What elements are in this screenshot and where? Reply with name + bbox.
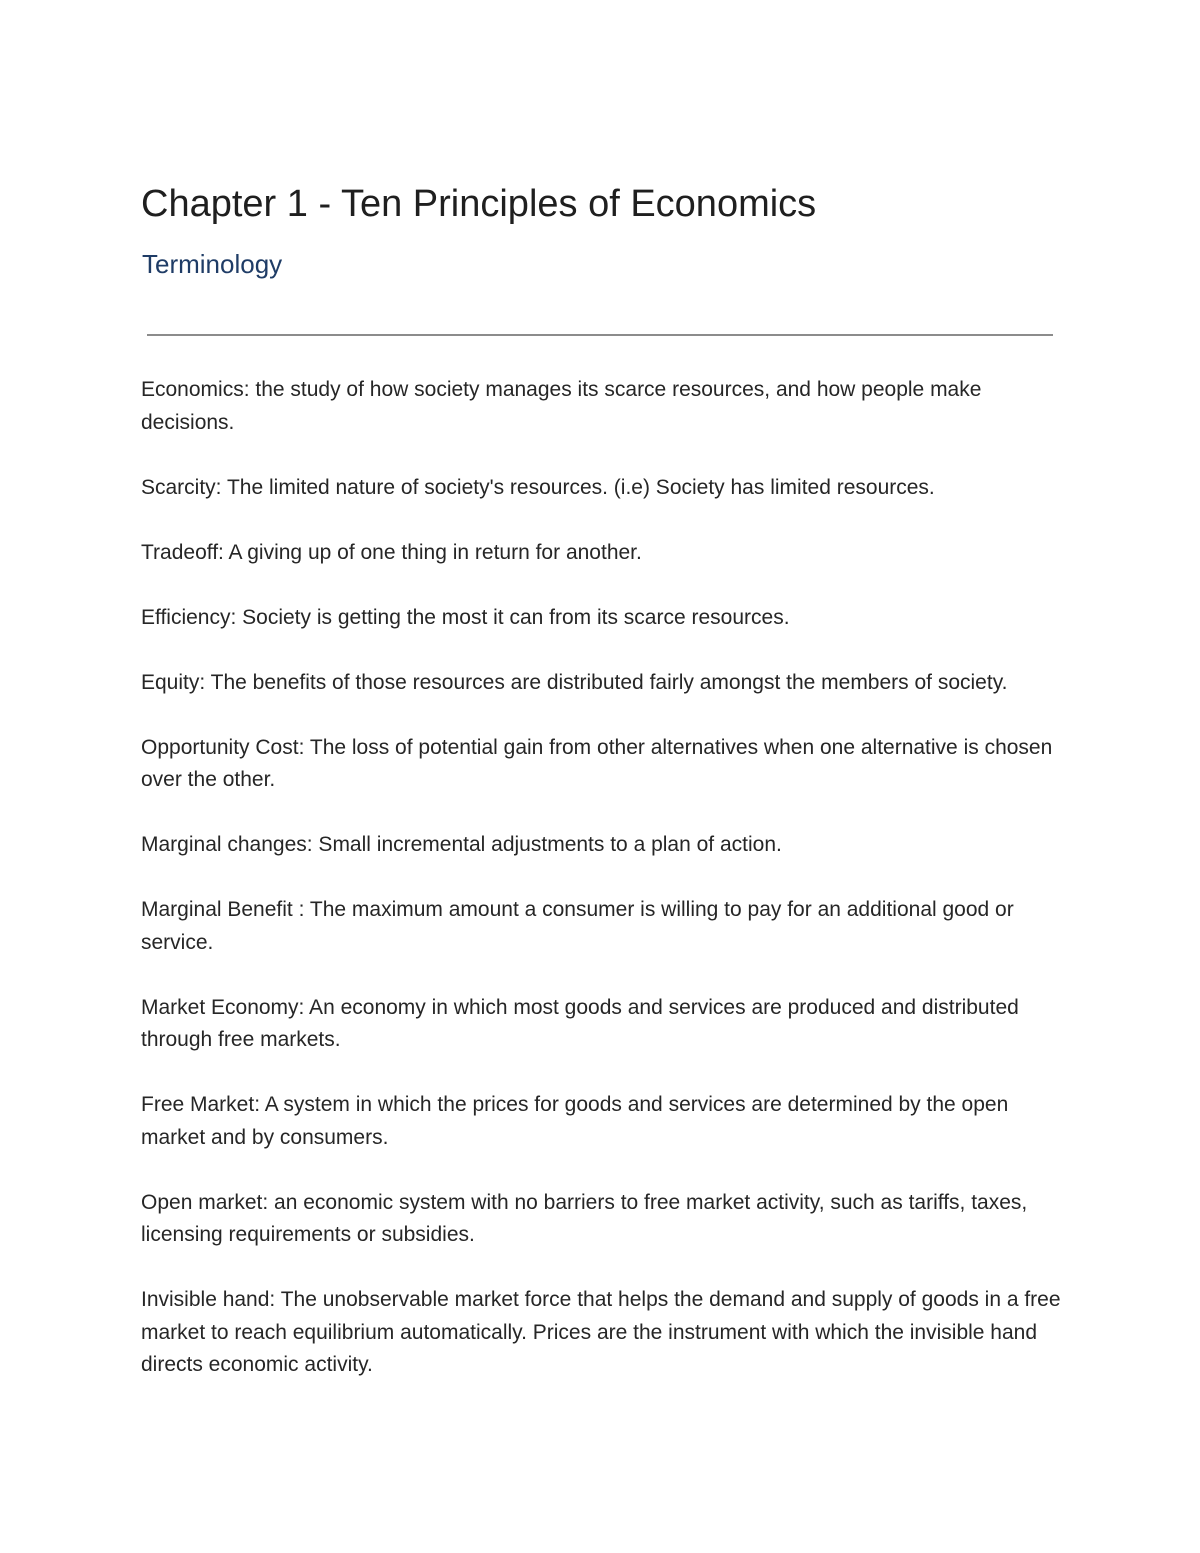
section-heading: Terminology: [142, 249, 283, 279]
term-economics: Economics: the study of how society manages its scarce resources, and how people make decisions.: [141, 378, 982, 434]
term-open-market: Open market: an economic system with no barriers to free market activity, such as tariffs, taxes, licensing requirements or subsidies.: [141, 1190, 1028, 1246]
term-equity: Equity: The benefits of those resources are distributed fairly amongst the members of society.: [141, 670, 1008, 694]
terminology-list: [141, 374, 1071, 1414]
term-opportunity-cost: Opportunity Cost: The loss of potential gain from other alternatives when one alternative is chosen over the other.: [141, 735, 1053, 791]
term-market-economy: Market Economy: An economy in which most goods and services are produced and distributed through free markets.: [141, 995, 1019, 1051]
term-invisible-hand: Invisible hand: The unobservable market force that helps the demand and supply of goods in a free market to reach equilibrium automatically. Prices are the instrument with which the invisible hand directs economic activity.: [141, 1288, 1061, 1376]
term-scarcity: Scarcity: The limited nature of society's resources. (i.e) Society has limited resources.: [141, 475, 935, 499]
term-marginal-changes: Marginal changes: Small incremental adjustments to a plan of action.: [141, 833, 782, 856]
term-tradeoff: Tradeoff: A giving up of one thing in return for another.: [141, 540, 642, 564]
term-free-market: Free Market: A system in which the prices for goods and services are determined by the open market and by consumers.: [141, 1093, 1009, 1149]
horizontal-divider: [147, 334, 1053, 336]
page-title: Chapter 1 - Ten Principles of Economics: [141, 183, 817, 225]
term-marginal-benefit: Marginal Benefit : The maximum amount a consumer is willing to pay for an additional good or service.: [141, 898, 1014, 954]
term-efficiency: Efficiency: Society is getting the most it can from its scarce resources.: [141, 605, 790, 629]
